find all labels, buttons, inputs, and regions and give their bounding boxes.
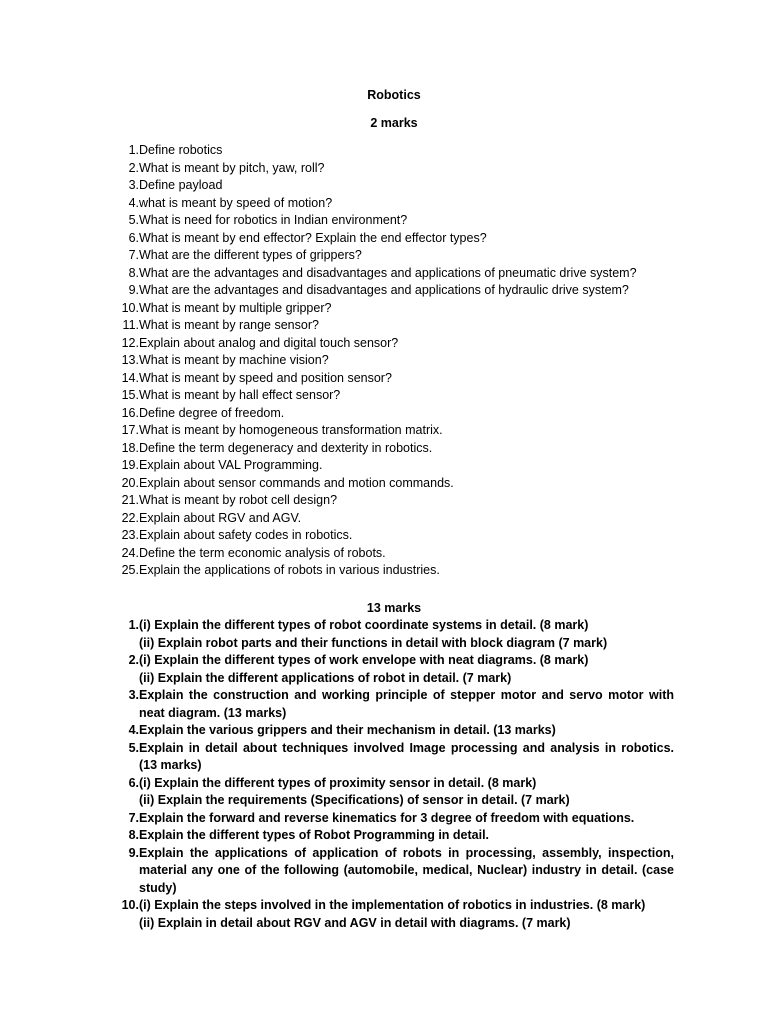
question-item [114, 352, 674, 370]
question-number [114, 405, 139, 423]
question-item [114, 687, 674, 722]
question-number-text: 8. [128, 265, 139, 280]
question-line: (ii) Explain robot parts and their functions in detail with block diagram (7 mark) [139, 635, 608, 650]
question-item [114, 475, 674, 493]
question-item [114, 195, 674, 213]
question-item [114, 440, 674, 458]
question-number-text: 2. [128, 653, 139, 667]
question-item [114, 510, 674, 528]
question-number-text: 6. [128, 775, 139, 790]
question-text: Explain about RGV and AGV. [139, 510, 302, 525]
question-number [114, 352, 139, 370]
question-text [139, 897, 674, 932]
question-text: Define the term economic analysis of robots. [139, 545, 386, 560]
question-item [114, 897, 674, 932]
question-item [114, 282, 674, 300]
question-number [114, 317, 139, 335]
question-number-text: 10. [121, 300, 139, 315]
two-marks-question-list [114, 142, 674, 580]
question-text: Define payload [139, 178, 223, 192]
question-text: What is meant by multiple gripper? [139, 300, 332, 315]
question-text [139, 775, 674, 810]
question-number [114, 740, 139, 758]
question-number [114, 827, 139, 845]
question-number [114, 457, 139, 475]
question-item [114, 405, 674, 423]
question-number [114, 282, 139, 300]
question-number [114, 687, 139, 705]
question-text: What is meant by machine vision? [139, 353, 329, 367]
question-number [114, 527, 139, 545]
question-item [114, 142, 674, 160]
question-number-text: 17. [121, 423, 139, 437]
question-number-text: 22. [121, 510, 139, 525]
question-number [114, 177, 139, 195]
question-text: Define robotics [139, 143, 223, 157]
question-number-text: 18. [121, 440, 139, 455]
question-number [114, 300, 139, 318]
question-text: What is meant by pitch, yaw, roll? [139, 160, 325, 175]
question-text [139, 740, 674, 775]
question-text: What is meant by end effector? Explain the end effector types? [139, 230, 487, 245]
question-text: Explain about safety codes in robotics. [139, 528, 353, 542]
question-item [114, 265, 674, 283]
question-text: what is meant by speed of motion? [139, 195, 333, 210]
question-number-text: 19. [121, 458, 139, 472]
question-item [114, 740, 674, 775]
question-item [114, 545, 674, 563]
question-text: Define degree of freedom. [139, 405, 285, 420]
question-number-text: 21. [121, 493, 139, 507]
question-text: What are the advantages and disadvantages and applications of pneumatic drive system? [139, 265, 637, 280]
question-number [114, 510, 139, 528]
question-line: Explain the construction and working principle of stepper motor and servo motor with neat diagram. (13 marks) [139, 688, 674, 720]
question-item [114, 527, 674, 545]
question-number-text: 4. [128, 195, 139, 210]
question-number-text: 8. [128, 828, 139, 842]
question-number [114, 230, 139, 248]
question-item [114, 387, 674, 405]
question-number-text: 5. [128, 213, 139, 227]
question-text: Explain about VAL Programming. [139, 458, 323, 472]
question-line: (i) Explain the different types of proximity sensor in detail. (8 mark) [139, 775, 537, 790]
question-number-text: 3. [128, 178, 139, 192]
question-number-text: 14. [121, 370, 139, 385]
question-item [114, 230, 674, 248]
question-number [114, 387, 139, 405]
document-title: Robotics [367, 88, 421, 102]
question-item [114, 775, 674, 810]
question-item [114, 335, 674, 353]
question-number [114, 617, 139, 635]
question-item [114, 722, 674, 740]
question-number [114, 897, 139, 915]
question-number-text: 11. [122, 318, 139, 332]
question-line: Explain the forward and reverse kinematics for 3 degree of freedom with equations. [139, 810, 635, 825]
question-text: Explain about sensor commands and motion commands. [139, 475, 454, 490]
question-text: What is need for robotics in Indian environment? [139, 213, 408, 227]
question-line: (ii) Explain the requirements (Specifications) of sensor in detail. (7 mark) [139, 793, 570, 807]
question-number-text: 2. [128, 160, 139, 175]
question-line: Explain in detail about techniques involved Image processing and analysis in robotics. (13 marks) [139, 740, 674, 772]
question-number [114, 810, 139, 828]
question-item [114, 810, 674, 828]
question-item [114, 492, 674, 510]
question-item [114, 652, 674, 687]
question-text [139, 722, 674, 740]
question-item [114, 317, 674, 335]
question-item [114, 160, 674, 178]
section-heading-13-marks: 13 marks [366, 601, 422, 615]
question-number [114, 247, 139, 265]
question-number-text: 9. [128, 845, 139, 860]
question-number [114, 845, 139, 863]
question-number [114, 142, 139, 160]
question-number-text: 13. [121, 353, 139, 367]
question-number-text: 6. [128, 230, 139, 245]
question-item [114, 300, 674, 318]
question-line: Explain the applications of application of robots in processing, assembly, inspection, material any one of the following (automobile, medical, Nuclear) industry in detail. (case study) [139, 845, 674, 895]
question-text [139, 652, 674, 687]
question-item [114, 247, 674, 265]
question-number-text: 23. [121, 528, 139, 542]
question-number-text: 3. [128, 688, 139, 702]
question-number-text: 7. [128, 810, 139, 825]
question-number [114, 160, 139, 178]
question-number [114, 212, 139, 230]
question-item [114, 827, 674, 845]
question-item [114, 845, 674, 898]
section-heading-2-marks: 2 marks [370, 116, 418, 130]
question-number-text: 5. [128, 740, 139, 755]
question-number-text: 10. [121, 898, 139, 912]
question-number-text: 24. [121, 545, 139, 560]
question-number [114, 440, 139, 458]
question-item [114, 370, 674, 388]
question-line: (ii) Explain the different applications of robot in detail. (7 mark) [139, 670, 512, 685]
question-text: What is meant by hall effect sensor? [139, 388, 341, 402]
question-text [139, 827, 674, 845]
question-item [114, 617, 674, 652]
question-number-text: 25. [121, 563, 139, 577]
question-number [114, 545, 139, 563]
question-number-text: 15. [121, 388, 139, 402]
question-text: Explain the applications of robots in various industries. [139, 563, 440, 577]
question-number [114, 722, 139, 740]
question-line: Explain the various grippers and their mechanism in detail. (13 marks) [139, 723, 556, 737]
question-text: What are the advantages and disadvantages and applications of hydraulic drive system? [139, 283, 629, 297]
question-line: (i) Explain the steps involved in the implementation of robotics in industries. (8 mark) [139, 898, 646, 912]
thirteen-marks-question-list [114, 617, 674, 932]
question-text: What is meant by robot cell design? [139, 493, 338, 507]
question-text: Explain about analog and digital touch sensor? [139, 335, 399, 350]
question-text: What is meant by homogeneous transformation matrix. [139, 423, 443, 437]
question-item [114, 177, 674, 195]
question-number-text: 9. [128, 283, 139, 297]
question-number-text: 7. [128, 248, 139, 262]
question-number [114, 195, 139, 213]
question-item [114, 212, 674, 230]
question-text [139, 810, 674, 828]
question-number [114, 335, 139, 353]
question-item [114, 457, 674, 475]
question-number [114, 422, 139, 440]
question-text [139, 687, 674, 722]
question-number [114, 652, 139, 670]
question-number-text: 4. [128, 723, 139, 737]
question-line: Explain the different types of Robot Programming in detail. [139, 828, 490, 842]
question-number-text: 16. [121, 405, 139, 420]
question-item [114, 422, 674, 440]
question-line: (i) Explain the different types of work envelope with neat diagrams. (8 mark) [139, 653, 589, 667]
question-number-text: 20. [121, 475, 139, 490]
question-item [114, 562, 674, 580]
question-text: What is meant by speed and position sensor? [139, 370, 392, 385]
question-number [114, 475, 139, 493]
question-number [114, 370, 139, 388]
question-number [114, 562, 139, 580]
question-text [139, 617, 674, 652]
question-text: What is meant by range sensor? [139, 318, 319, 332]
question-number [114, 492, 139, 510]
question-line: (i) Explain the different types of robot coordinate systems in detail. (8 mark) [139, 618, 589, 632]
question-number [114, 775, 139, 793]
question-number-text: 12. [121, 335, 139, 350]
question-line: (ii) Explain in detail about RGV and AGV in detail with diagrams. (7 mark) [139, 915, 571, 930]
question-text: Define the term degeneracy and dexterity in robotics. [139, 440, 433, 455]
question-text: What are the different types of grippers? [139, 248, 362, 262]
question-number-text: 1. [128, 143, 139, 157]
question-number-text: 1. [128, 618, 139, 632]
question-number [114, 265, 139, 283]
question-text [139, 845, 674, 898]
